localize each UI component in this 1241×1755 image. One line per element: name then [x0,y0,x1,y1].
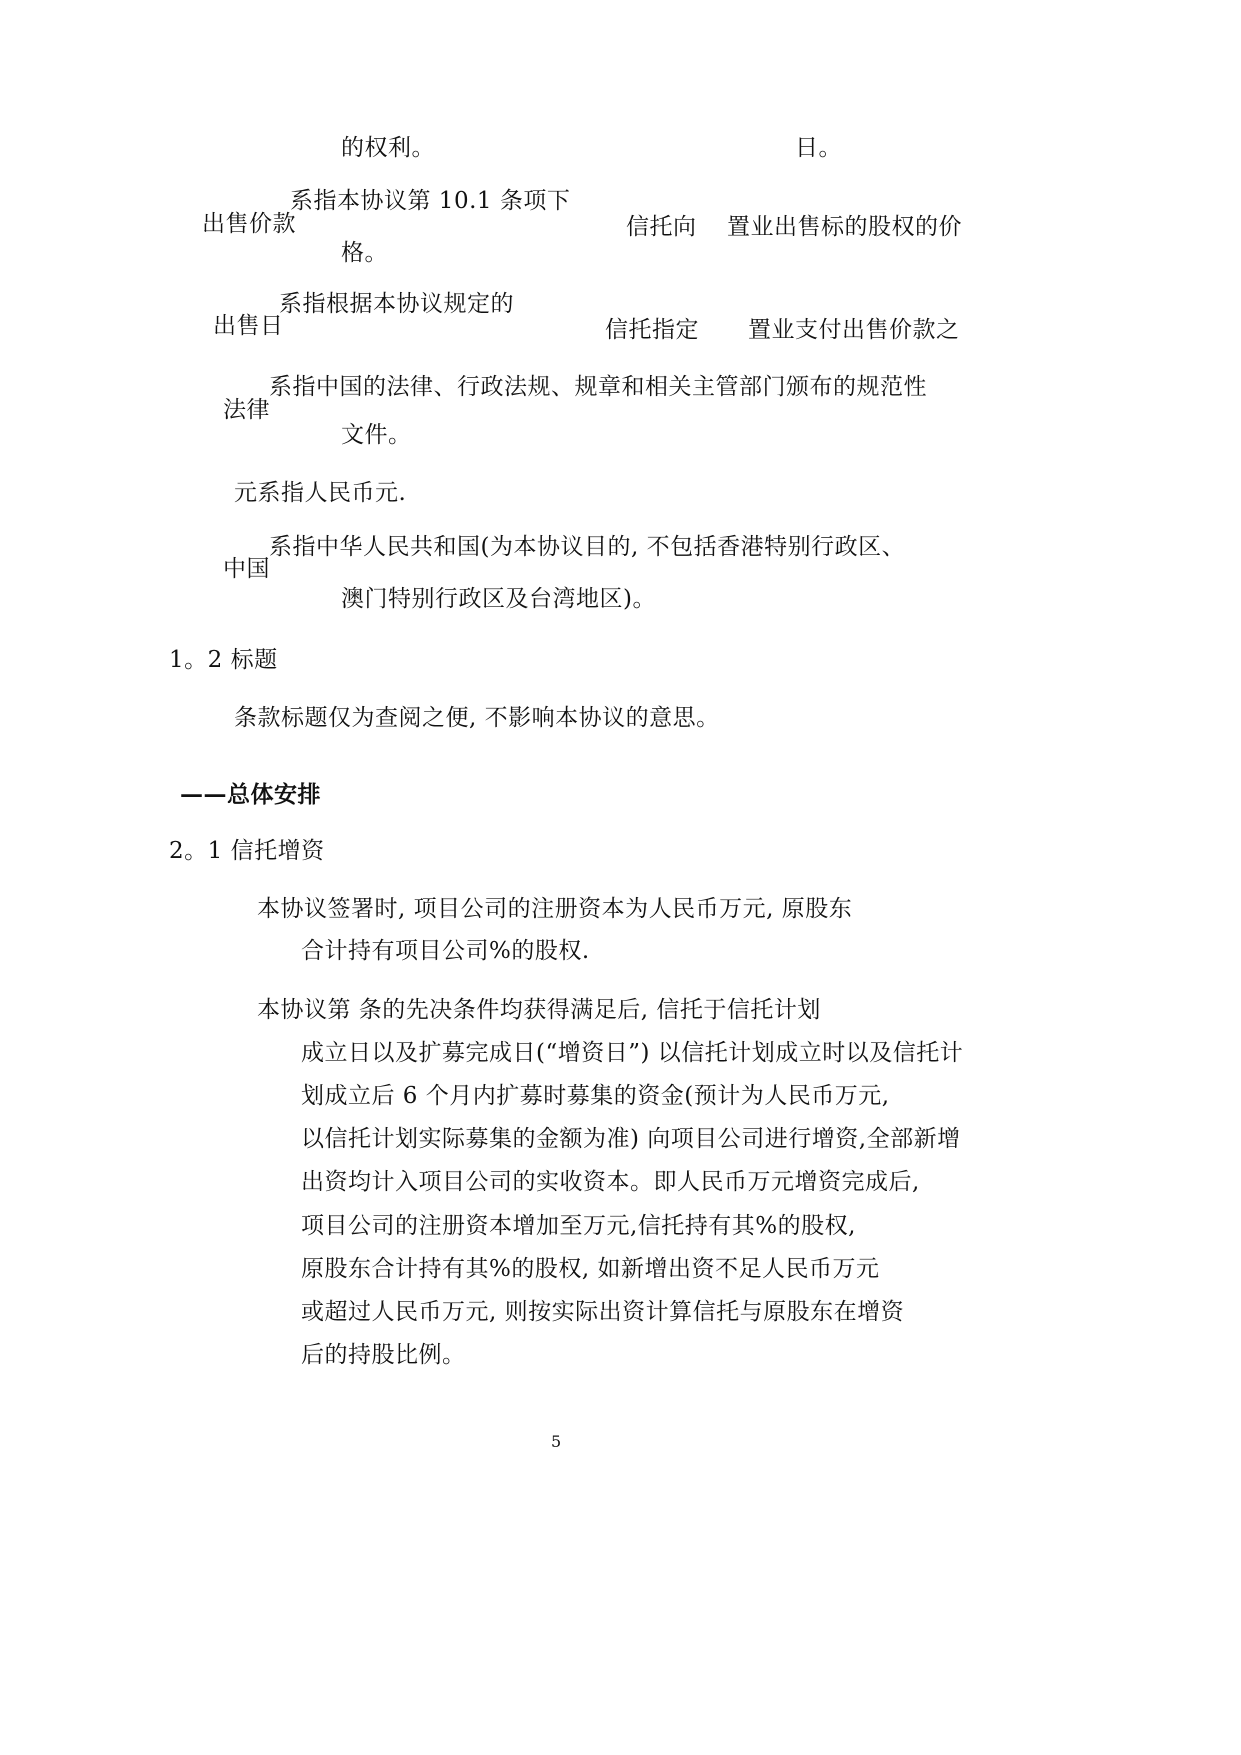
definition-sale-price-mid1: 信托向 [626,214,697,240]
section-1-2-body: 条款标题仅为查阅之便, 不影响本协议的意思。 [234,705,720,731]
paragraph-line: 或超过人民币万元, 则按实际出资计算信托与原股东在增资 [301,1299,905,1325]
paragraph-line: 成立日以及扩募完成日(“增资日”) 以信托计划成立时以及信托计 [301,1040,964,1066]
paragraph-line: 本协议签署时, 项目公司的注册资本为人民币万元, 原股东 [257,896,853,922]
definition-yuan: 元系指人民币元. [234,480,407,506]
definition-sale-price-line1: 系指本协议第 10.1 条项下 [290,188,571,214]
definition-term-sale-price: 出售价款 [202,211,296,237]
paragraph-line: 本协议第 条的先决条件均获得满足后, 信托于信托计划 [257,997,821,1023]
definition-sale-date-mid1: 信托指定 [605,317,699,343]
definition-law-line2: 文件。 [341,422,412,448]
definition-sale-price-line2: 格。 [341,240,388,266]
paragraph-line: 以信托计划实际募集的金额为准) 向项目公司进行增资,全部新增 [301,1126,961,1152]
definition-sale-date-mid2: 置业支付出售价款之 [748,317,960,343]
paragraph-line: 合计持有项目公司%的股权. [301,938,590,964]
paragraph-line: 原股东合计持有其%的股权, 如新增出资不足人民币万元 [301,1256,880,1282]
definition-law-line1: 系指中国的法律、行政法规、规章和相关主管部门颁布的规范性 [269,374,927,400]
definition-term-law: 法律 [223,397,270,423]
definition-china-line1: 系指中华人民共和国(为本协议目的, 不包括香港特别行政区、 [269,534,906,560]
definition-continuation-day: 日。 [795,135,842,161]
definition-sale-price-mid2: 置业出售标的股权的价 [727,214,962,240]
definition-sale-date-line1: 系指根据本协议规定的 [279,291,514,317]
chapter-heading: ——总体安排 [180,781,321,808]
page-number: 5 [551,1432,562,1451]
paragraph-line: 划成立后 6 个月内扩募时募集的资金(预计为人民币万元, [301,1083,890,1109]
section-1-2-heading: 1。2 标题 [169,647,278,673]
paragraph-line: 项目公司的注册资本增加至万元,信托持有其%的股权, [301,1213,856,1239]
definition-continuation-rights: 的权利。 [341,135,435,161]
paragraph-line: 后的持股比例。 [301,1342,466,1368]
definition-term-sale-date: 出售日 [213,313,284,339]
paragraph-line: 出资均计入项目公司的实收资本。即人民币万元增资完成后, [301,1169,920,1195]
definition-term-china: 中国 [223,556,270,582]
definition-china-line2: 澳门特别行政区及台湾地区)。 [341,586,656,612]
section-2-1-heading: 2。1 信托增资 [169,838,325,864]
